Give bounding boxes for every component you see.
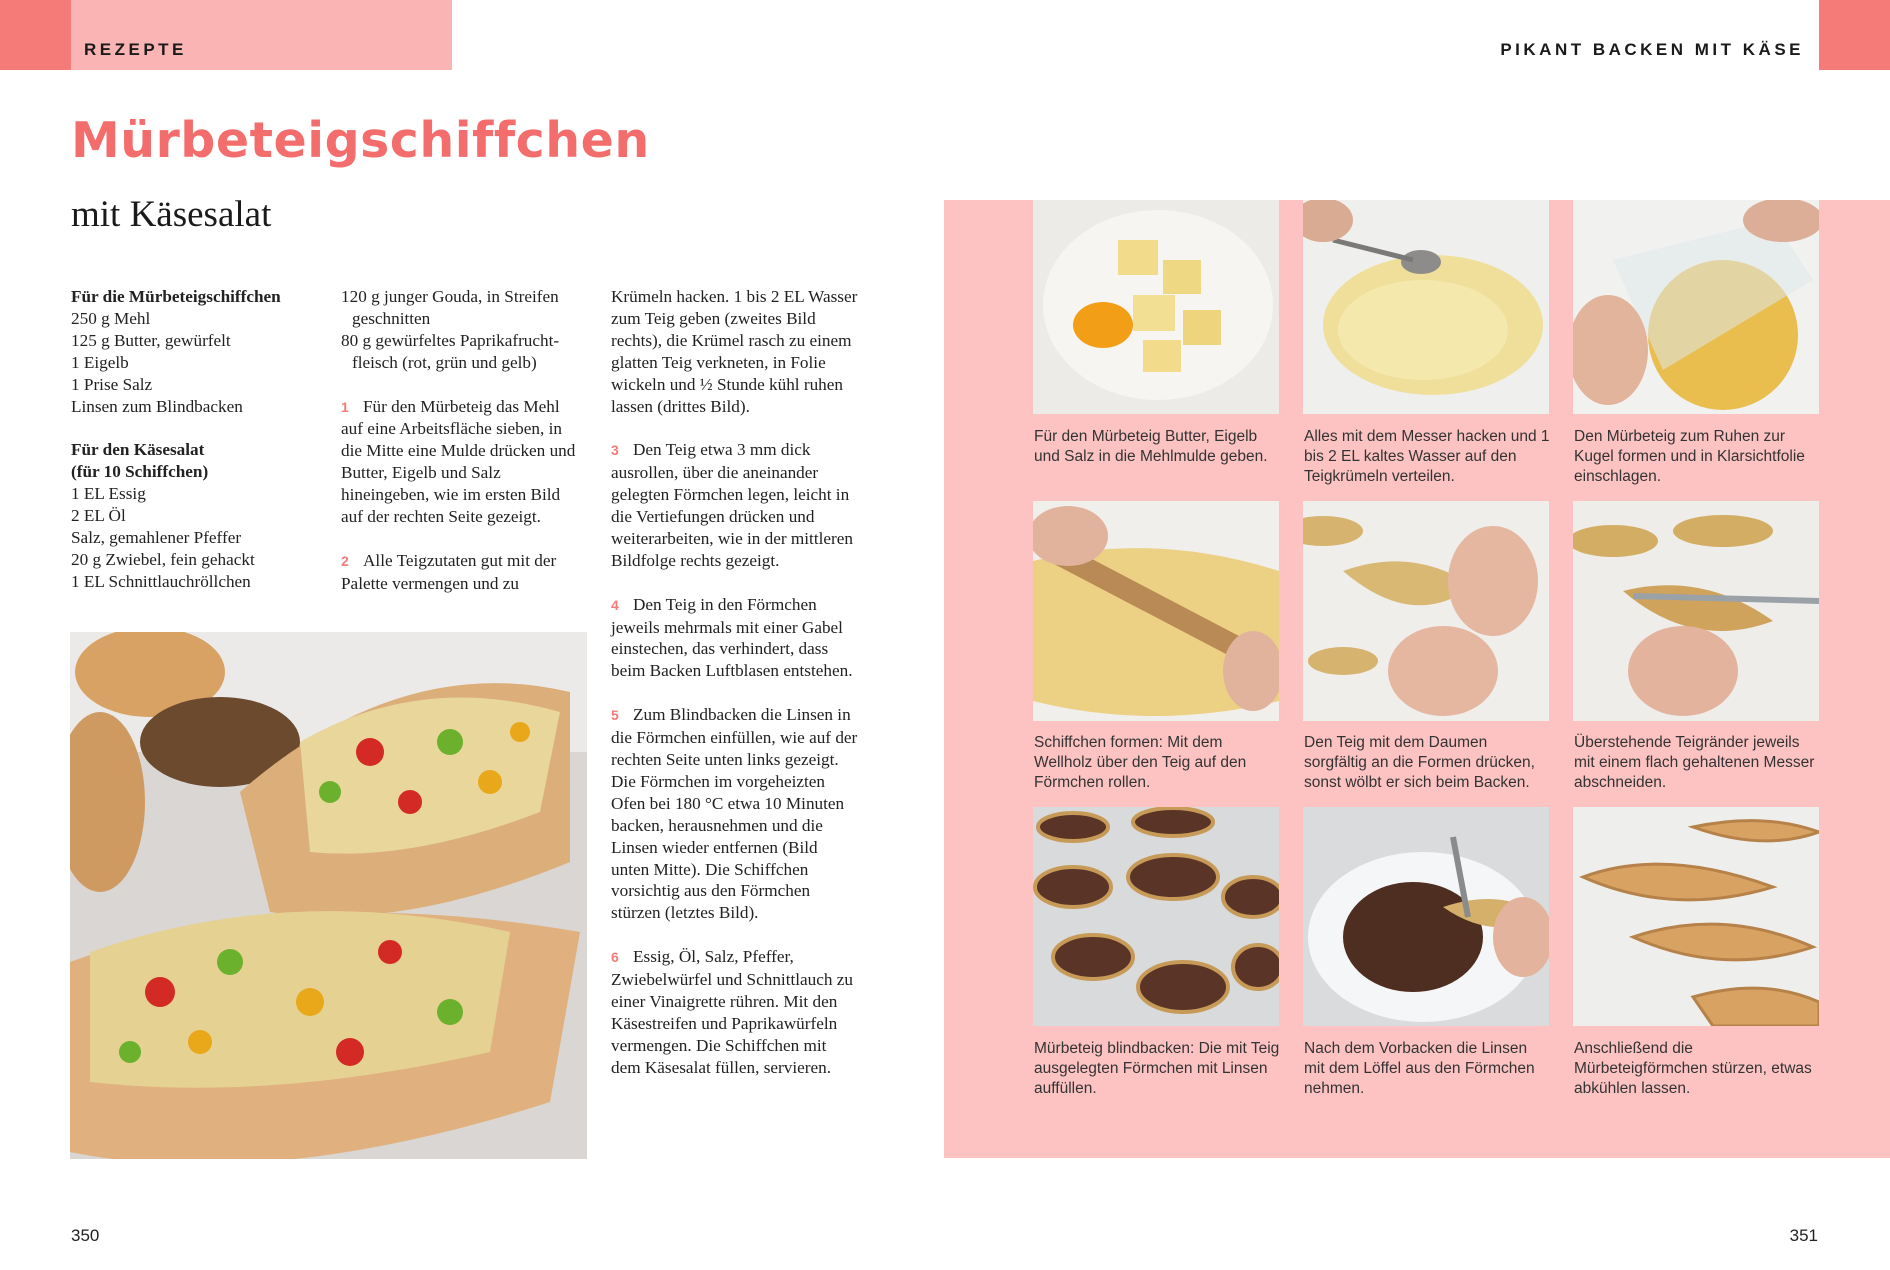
step-photo-chopped-crumbs: [1303, 200, 1549, 414]
step-3: 3 Den Teig etwa 3 mm dick ausrollen, über die aneinander gelegten Förmchen legen, leicht in die Vertiefungen drücken und weiterarbeiten, wie in der mittleren Bildfolge rechts gezeigt.: [611, 440, 853, 570]
ingredient-item: 80 g gewürfeltes Paprikafrucht-fleisch (rot, grün und gelb): [341, 330, 560, 372]
step-number: 5: [611, 707, 619, 724]
step-number: 6: [611, 949, 619, 966]
ingredient-item: 2 EL Öl: [71, 506, 126, 526]
page-number-left: 350: [71, 1226, 100, 1245]
ingredient-item: 250 g Mehl: [71, 308, 151, 328]
step-2-continued: Krümeln hacken. 1 bis 2 EL Wasser zum Teig geben (zweites Bild rechts), die Krümel rasch zu einem glatten Teig verkneten, in Folie wickeln und ½ Stunde kühl ruhen lassen (drittes Bild).: [611, 287, 858, 416]
step-2: 2 Alle Teigzutaten gut mit der Palette vermengen und zu: [341, 550, 557, 593]
ingredient-item: 1 EL Schnittlauchröllchen: [71, 571, 251, 591]
section-label-right: PIKANT BACKEN MIT KÄSE: [1500, 40, 1804, 59]
ingredient-item: Salz, gemahlener Pfeffer: [71, 527, 242, 547]
photo-caption: Den Teig mit dem Daumen sorgfältig an die Formen drücken, sonst wölbt er sich beim Backen.: [1304, 734, 1535, 791]
section-label-left: REZEPTE: [84, 40, 187, 59]
step-5: 5 Zum Blindbacken die Linsen in die Förmchen einfüllen, wie auf der rechten Seite unten links gezeigt. Die Förmchen im vorgeheizten Ofen bei 180 °C etwa 10 Minuten backen, herausnehmen und die Linsen wieder entfernen (Bild unten Mitte). Die Schiffchen vorsichtig aus den Förmchen stürzen (letztes Bild).: [611, 705, 858, 923]
photo-caption: Den Mürbeteig zum Ruhen zur Kugel formen und in Klarsichtfolie einschlagen.: [1574, 428, 1805, 485]
photo-caption: Mürbeteig blindbacken: Die mit Teig ausgelegten Förmchen mit Linsen auffüllen.: [1034, 1040, 1280, 1097]
step-6: 6 Essig, Öl, Salz, Pfeffer, Zwiebelwürfel und Schnittlauch zu einer Vinaigrette rühren. Mit den Käsestreifen und Paprikawürfeln vermengen. Die Schiffchen mit dem Käsesalat füllen, servieren.: [611, 947, 853, 1077]
ingredient-item: 20 g Zwiebel, fein gehackt: [71, 549, 255, 569]
ingredients-column-2: [341, 286, 581, 595]
recipe-title: Mürbeteigschiffchen: [71, 112, 650, 169]
step-number: 4: [611, 596, 619, 613]
dough-heading: Für die Mürbeteigschiffchen: [71, 287, 281, 306]
step-1: 1 Für den Mürbeteig das Mehl auf eine Arbeitsfläche sieben, in die Mitte eine Mulde drücken und Butter, Eigelb und Salz hineingeben, wie im ersten Bild auf der rechten Seite gezeigt.: [341, 396, 576, 527]
step-photo-butter-flour: [1033, 200, 1279, 414]
step-photo-dough-ball: [1573, 200, 1819, 414]
ingredient-item: 1 Prise Salz: [71, 374, 153, 394]
dish-photo: [70, 632, 587, 1159]
step-number: 3: [611, 442, 619, 459]
step-photo-rolling-pin: [1033, 501, 1279, 721]
header-accent-left: [0, 0, 71, 70]
ingredients-column-1: [71, 286, 301, 593]
step-number: 1: [341, 398, 349, 415]
step-4: 4 Den Teig in den Förmchen jeweils mehrmals mit einer Gabel einstechen, das verhindert, dass beim Backen Luftblasen entstehen.: [611, 594, 853, 681]
step-number: 2: [341, 552, 349, 569]
step-photo-removing-lentils: [1303, 807, 1549, 1026]
step-photo-lentils-in-forms: [1033, 807, 1279, 1026]
step-photo-pressing-dough: [1303, 501, 1549, 721]
ingredient-item: 1 Eigelb: [71, 352, 129, 372]
header-accent-right: [1819, 0, 1890, 70]
ingredient-item: 125 g Butter, gewürfelt: [71, 330, 231, 350]
photo-caption: Nach dem Vorbacken die Linsen mit dem Löffel aus den Förmchen nehmen.: [1304, 1040, 1535, 1097]
photo-caption: Überstehende Teigränder jeweils mit einem flach gehaltenen Messer abschneiden.: [1574, 734, 1815, 791]
photo-caption: Schiffchen formen: Mit dem Wellholz über den Teig auf den Förmchen rollen.: [1034, 734, 1247, 791]
ingredient-item: Linsen zum Blindbacken: [71, 396, 243, 416]
steps-column: [611, 286, 859, 1079]
step-photo-finished-shells: [1573, 807, 1819, 1026]
recipe-subtitle: mit Käsesalat: [71, 194, 272, 235]
photo-caption: Für den Mürbeteig Butter, Eigelb und Salz in die Mehlmulde geben.: [1034, 428, 1268, 465]
photo-caption: Anschließend die Mürbeteigförmchen stürzen, etwas abkühlen lassen.: [1574, 1040, 1812, 1097]
page-number-right: 351: [1789, 1226, 1818, 1245]
salad-heading: Für den Käsesalat: [71, 440, 205, 460]
ingredient-item: 1 EL Essig: [71, 484, 146, 504]
step-photo-trimming-edges: [1573, 501, 1819, 721]
photo-caption: Alles mit dem Messer hacken und 1 bis 2 EL kaltes Wasser auf den Teigkrümeln verteilen.: [1304, 428, 1550, 485]
salad-heading-sub: (für 10 Schiffchen): [71, 462, 209, 482]
ingredient-item: 120 g junger Gouda, in Streifen geschnitten: [341, 287, 559, 328]
